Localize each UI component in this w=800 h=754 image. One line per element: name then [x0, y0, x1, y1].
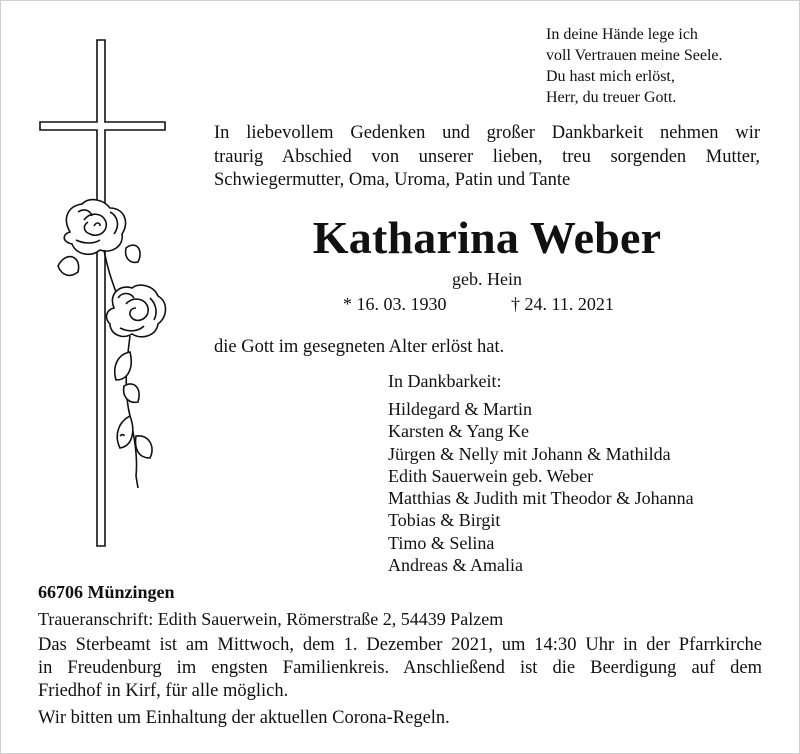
poem-line: Herr, du treuer Gott. — [546, 89, 677, 106]
deceased-name: Katharina Weber — [312, 212, 662, 263]
mourner-entry: Edith Sauerwein geb. Weber — [388, 465, 594, 486]
poem-line: voll Vertrauen meine Seele. — [546, 47, 723, 64]
cross-with-roses-icon — [38, 36, 178, 556]
intro-text — [214, 122, 760, 193]
funeral-line: Das Sterbeamt ist am Mittwoch, dem 1. Dezember 2021, um 14:30 Uhr in der Pfarrkirche — [38, 635, 762, 655]
death-date: † 24. 11. 2021 — [511, 294, 614, 314]
mourner-entry: Jürgen & Nelly mit Johann & Mathilda — [388, 443, 671, 464]
funeral-line: in Freudenburg im engsten Familienkreis. Anschließend ist die Beerdigung auf dem — [38, 658, 762, 678]
funeral-info — [38, 634, 762, 703]
rose-icon — [107, 285, 166, 337]
mourner-entry: Andreas & Amalia — [388, 555, 523, 576]
mourner-entry: Tobias & Birgit — [388, 510, 501, 531]
maiden-name: geb. Hein — [452, 269, 522, 289]
poem-line: In deine Hände lege ich — [546, 26, 698, 43]
corona-notice: Wir bitten um Einhaltung der aktuellen Corona-Regeln. — [38, 708, 450, 728]
mourners-list — [388, 398, 694, 576]
poem — [546, 24, 723, 108]
poem-line: Du hast mich erlöst, — [546, 68, 675, 85]
place: 66706 Münzingen — [38, 582, 175, 602]
released-text: die Gott im gesegneten Alter erlöst hat. — [214, 337, 505, 357]
mourner-entry: Matthias & Judith mit Theodor & Johanna — [388, 488, 694, 509]
rose-icon — [64, 200, 125, 255]
funeral-line: Friedhof in Kirf, für alle möglich. — [38, 681, 289, 701]
thanks-heading: In Dankbarkeit: — [388, 371, 502, 391]
intro-line: Schwiegermutter, Oma, Uroma, Patin und Tante — [214, 170, 571, 190]
intro-line: In liebevollem Gedenken und großer Dankbarkeit nehmen wir — [214, 123, 760, 143]
mourner-entry: Karsten & Yang Ke — [388, 421, 529, 442]
intro-line: traurig Abschied von unserer lieben, treu sorgenden Mutter, — [214, 146, 760, 167]
mourner-entry: Hildegard & Martin — [388, 399, 532, 419]
mourning-address: Traueranschrift: Edith Sauerwein, Römerstraße 2, 54439 Palzem — [38, 609, 504, 629]
mourner-entry: Timo & Selina — [388, 532, 495, 553]
birth-date: * 16. 03. 1930 — [343, 294, 447, 314]
